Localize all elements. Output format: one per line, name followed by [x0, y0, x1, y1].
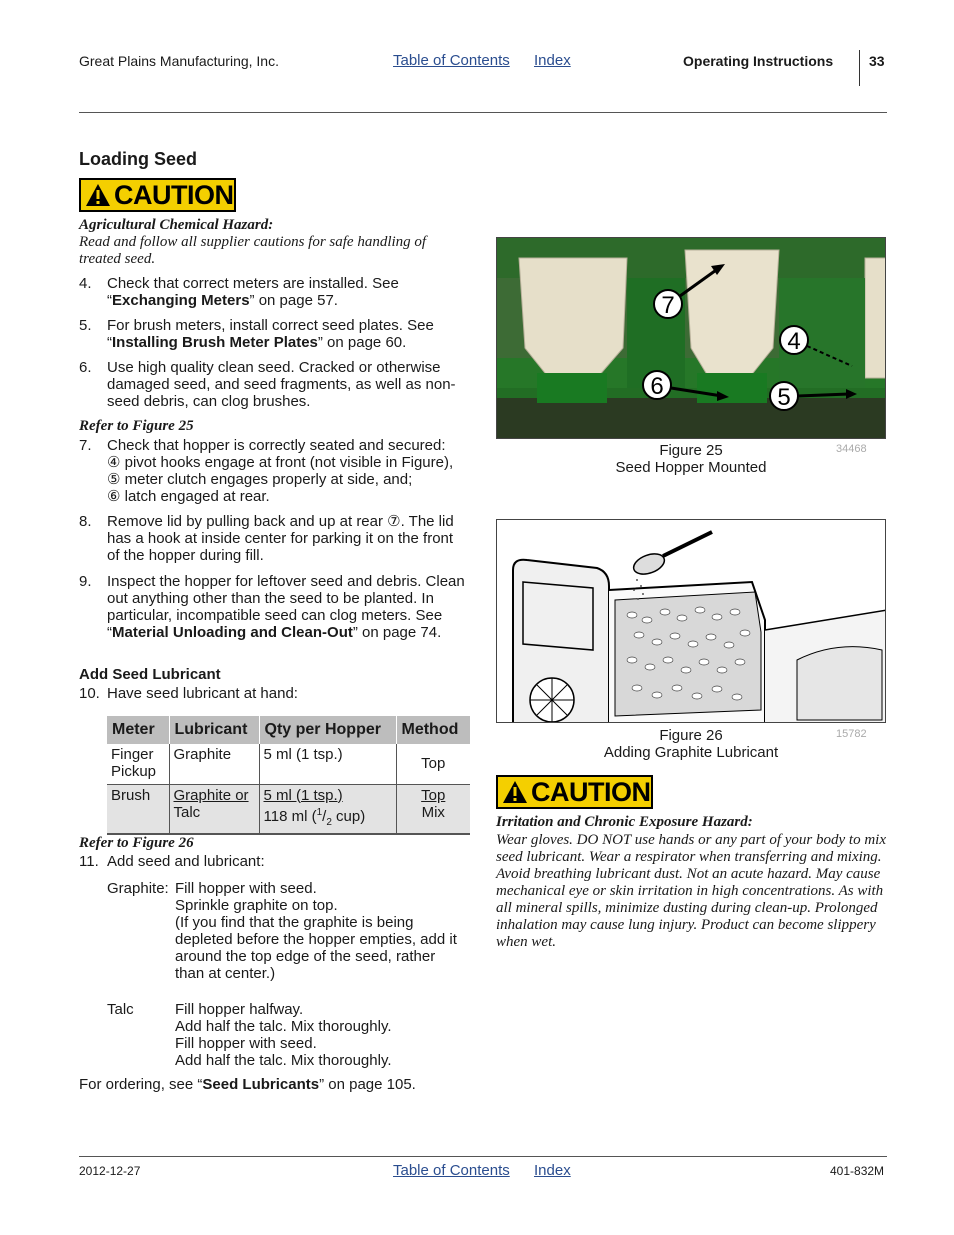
cell-meter: Finger Pickup: [107, 744, 169, 784]
table-row: [107, 744, 470, 784]
xref-installing-brush-meter-plates: Installing Brush Meter Plates: [112, 334, 318, 351]
index-link-header[interactable]: Index: [534, 52, 571, 69]
section-title: Operating Instructions: [683, 53, 834, 69]
figure-26-caption: Figure 26 Adding Graphite Lubricant: [603, 727, 779, 761]
page-title: Loading Seed: [79, 149, 198, 169]
header-rule: [79, 112, 887, 113]
cell-method: Top Mix: [396, 784, 470, 834]
callout-7: [654, 290, 682, 319]
toc-link-footer[interactable]: Table of Contents: [393, 1162, 510, 1179]
company-name: Great Plains Manufacturing, Inc.: [79, 53, 279, 69]
step-9: 9. Inspect the hopper for leftover seed and debris. Clean out anything other than the seed to be planted. In particular, incompatible seed can clog meters. See “Material Unloading and Clean-Out” on page 74.: [79, 573, 465, 641]
cell-qty: 5 ml (1 tsp.): [259, 744, 396, 784]
caution-1-hazard: Agricultural Chemical Hazard:: [79, 217, 274, 233]
talc-label: Talc: [107, 1001, 134, 1018]
svg-text:7: 7: [661, 292, 675, 319]
footer-doc-number: 401-832M: [830, 1164, 885, 1178]
caution-1-text: Read and follow all supplier cautions for safe handling of treated seed.: [79, 234, 427, 267]
caution-2-hazard: Irritation and Chronic Exposure Hazard:: [496, 814, 753, 830]
col-meter: Meter: [107, 716, 169, 744]
header-divider: [859, 50, 860, 86]
step-11: 11. Add seed and lubricant:: [79, 853, 265, 870]
cell-meter: Brush: [107, 784, 169, 834]
lubricant-table: [107, 716, 470, 835]
cell-lubricant: Graphite or Talc: [169, 784, 259, 834]
caution-label-2: [496, 775, 653, 809]
warning-triangle-icon: [502, 780, 528, 804]
talc-instructions: Fill hopper halfway. Add half the talc. Mix thoroughly. Fill hopper with seed. Add half the talc. Mix thoroughly.: [175, 1001, 392, 1069]
svg-text:6: 6: [650, 373, 664, 400]
table-header-row: [107, 716, 470, 744]
step-6: 6. Use high quality clean seed. Cracked or otherwise damaged seed, and seed fragments, as well as non-seed debris, can clog brushes.: [79, 359, 456, 410]
figure-26-id: 15782: [836, 728, 867, 740]
step-8: 8. Remove lid by pulling back and up at rear ⑦. The lid has a hook at inside center for parking it on the front of the hopper during fill.: [79, 513, 454, 564]
page-number: 33: [869, 53, 885, 69]
toc-link-header[interactable]: Table of Contents: [393, 52, 510, 69]
step-5: 5. For brush meters, install correct seed plates. See “Installing Brush Meter Plates” on page 60.: [79, 317, 434, 351]
table-row: [107, 784, 470, 834]
cell-lubricant: Graphite: [169, 744, 259, 784]
figure-25-caption: Figure 25 Seed Hopper Mounted: [615, 442, 767, 476]
svg-text:5: 5: [777, 384, 791, 411]
figure-25-photo: [496, 237, 886, 439]
caution-word: CAUTION: [531, 776, 651, 807]
svg-text:4: 4: [787, 328, 801, 355]
cell-method: Top: [396, 744, 470, 784]
step-7: 7. Check that hopper is correctly seated and secured: ④ pivot hooks engage at front (not visible in Figure), ⑤ meter clutch engages properly at side, and; ⑥ latch engaged at rear.: [79, 437, 454, 505]
warning-triangle-icon: [85, 183, 111, 207]
seed-hopper-photo: [497, 238, 886, 439]
footer-rule: [79, 1156, 887, 1157]
callout-6: [643, 371, 671, 400]
figure-26-illustration: [496, 519, 886, 723]
ordering-note: For ordering, see “Seed Lubricants” on page 105.: [79, 1076, 416, 1093]
graphite-label: Graphite:: [107, 880, 169, 897]
col-method: Method: [396, 716, 470, 744]
sub-heading-seed-lubricant: Add Seed Lubricant: [79, 666, 221, 683]
step-10: 10. Have seed lubricant at hand:: [79, 685, 298, 702]
xref-seed-lubricants: Seed Lubricants: [202, 1076, 320, 1093]
adding-graphite-drawing: [497, 520, 886, 723]
step-4: 4. Check that correct meters are installed. See “Exchanging Meters” on page 57.: [79, 275, 399, 309]
caution-2-text: Wear gloves. DO NOT use hands or any part of your body to mix seed lubricant. Wear a respirator when transferring and mixing. Avoid breathing lubricant dust. Not an acute hazard. May cause mechanical eye or skin irritation in high concentrations. As with all mineral spills, minimize dusting during clean-up. Prolonged inhalation may cause lung injury. Product can become slippery when wet.: [496, 832, 886, 950]
caution-label-1: [79, 178, 236, 212]
refer-figure-26: Refer to Figure 26: [79, 835, 194, 851]
callout-4: [780, 326, 808, 355]
callout-5: [770, 382, 798, 411]
col-qty: Qty per Hopper: [259, 716, 396, 744]
refer-figure-25: Refer to Figure 25: [79, 418, 194, 434]
figure-25-id: 34468: [836, 443, 867, 455]
cell-qty: 5 ml (1 tsp.) 118 ml ($^1/_2$ cup): [259, 784, 396, 834]
footer-date: 2012-12-27: [79, 1164, 141, 1178]
xref-exchanging-meters: Exchanging Meters: [112, 292, 250, 309]
graphite-instructions: Fill hopper with seed. Sprinkle graphite on top. (If you find that the graphite is being depleted before the hopper empties, add it around the top edge of the seed, rather than at center.): [175, 880, 457, 982]
caution-word: CAUTION: [114, 179, 234, 210]
col-lubricant: Lubricant: [169, 716, 259, 744]
xref-material-unloading: Material Unloading and Clean-Out: [112, 624, 353, 641]
index-link-footer[interactable]: Index: [534, 1162, 571, 1179]
